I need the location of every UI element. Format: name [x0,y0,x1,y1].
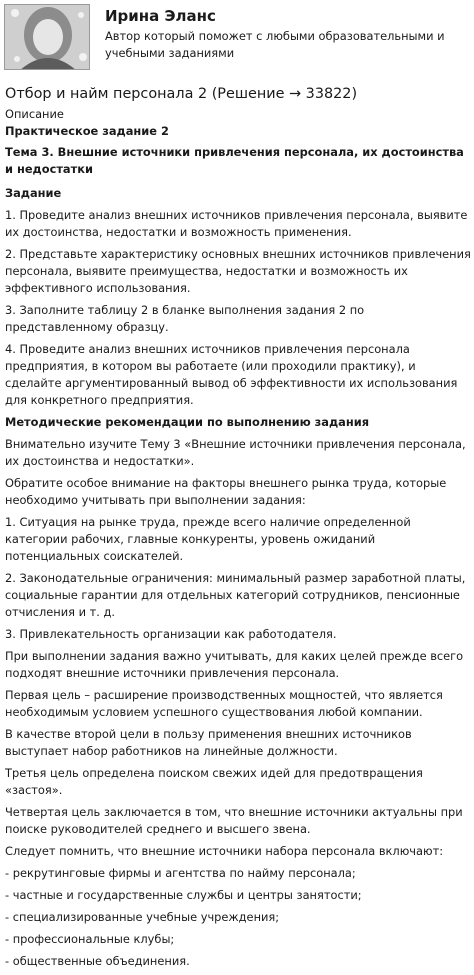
source-list-item: - рекрутинговые фирмы и агентства по найму персонала; [5,866,356,880]
source-list-item: - общественные объединения. [5,954,190,968]
author-header [0,0,474,80]
author-avatar[interactable] [4,4,90,70]
guideline-paragraph: 1. Ситуация на рынке труда, прежде всего наличие определенной категории рабочих, главные конкуренты, уровень ожиданий потенциальных соискателей. [5,515,411,563]
guideline-paragraph: Третья цель определена поиском свежих идей для предотвращения «застоя». [5,766,423,797]
guideline-paragraph: Внимательно изучите Тему 3 «Внешние источники привлечения персонала, их достоинства и недостатки». [5,437,466,468]
guideline-paragraph: В качестве второй цели в пользу применения внешних источников выступает набор работников на линейные должности. [5,727,412,758]
source-list-item: - частные и государственные службы и центры занятости; [5,888,362,902]
description-label: Описание [5,107,64,121]
guideline-paragraph: Следует помнить, что внешние источники набора персонала включают: [5,844,444,858]
author-name[interactable]: Ирина Эланс [105,7,216,25]
source-list-item: - специализированные учебные учреждения; [5,910,280,924]
assignment-item: 3. Заполните таблицу 2 в бланке выполнения задания 2 по представленному образцу. [5,303,365,334]
guideline-paragraph: 2. Законодательные ограничения: минимальный размер заработной платы, социальные гарантии для отдельных категорий сотрудников, пенсионные отчисления и т. д. [5,571,466,619]
source-list-item: - профессиональные клубы; [5,932,175,946]
author-description: Автор который поможет с любыми образовательными и учебными заданиями [105,29,445,60]
guideline-paragraph: Четвертая цель заключается в том, что внешние источники актуальны при поиске руководителей среднего и высшего звена. [5,805,463,836]
guideline-paragraph: 3. Привлекательность организации как работодателя. [5,627,337,641]
task-title: Практическое задание 2 [5,124,169,138]
page-title: Отбор и найм персонала 2 (Решение → 33822) [5,86,358,102]
assignment-item: 1. Проведите анализ внешних источников привлечения персонала, выявите их достоинства, недостатки и возможность применения. [5,208,468,239]
avatar-photo-icon [5,5,90,70]
guidelines-heading: Методические рекомендации по выполнению задания [5,415,370,429]
topic-heading: Тема 3. Внешние источники привлечения персонала, их достоинства и недостатки [5,145,464,176]
guideline-paragraph: Первая цель – расширение производственных мощностей, что является необходимым условием успешного существования любой компании. [5,688,443,719]
assignment-heading: Задание [5,186,62,200]
document-body [5,84,471,975]
assignment-item: 4. Проведите анализ внешних источников привлечения персонала предприятия, в котором вы работаете (или проходили практику), и сделайте аргументированный вывод об эффективности их использования для конкретного предприятия. [5,342,458,407]
guideline-paragraph: При выполнении задания важно учитывать, для каких целей прежде всего подходят внешние источники привлечения персонала. [5,649,464,680]
assignment-item: 2. Представьте характеристику основных внешних источников привлечения персонала, выявите преимущества, недостатки и возможность их эффективного использования. [5,247,471,295]
guideline-paragraph: Обратите особое внимание на факторы внешнего рынка труда, которые необходимо учитывать при выполнении задания: [5,476,447,507]
